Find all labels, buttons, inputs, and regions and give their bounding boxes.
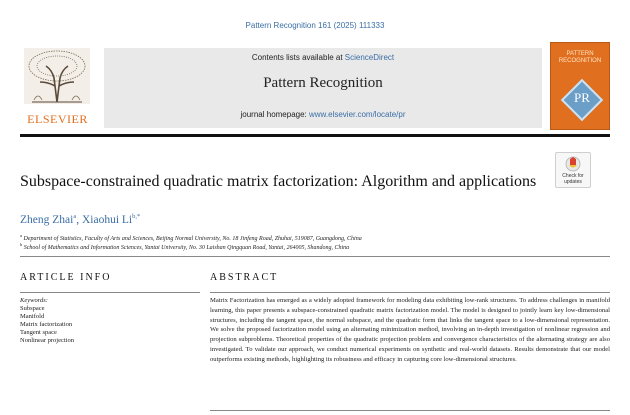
affiliation-marker: a xyxy=(20,233,22,238)
keyword-item: Manifold xyxy=(20,313,45,320)
check-updates-line2: updates xyxy=(564,178,582,185)
keyword-item: Subspace xyxy=(20,305,45,312)
journal-cover[interactable] xyxy=(550,42,610,130)
affiliation xyxy=(20,233,362,242)
affiliation-marker: b xyxy=(20,242,23,247)
contents-line xyxy=(104,53,542,62)
check-updates-icon xyxy=(565,156,581,172)
affiliation-text: Department of Statistics, Faculty of Arts and Sciences, Beijing Normal University, No. 18 Jinfeng Road, Zhuhai, 519087, Guangdong, China xyxy=(23,236,362,242)
title-block-divider xyxy=(20,256,610,257)
journal-header xyxy=(20,42,610,132)
cover-title: PATTERN RECOGNITION xyxy=(558,51,602,64)
homepage-line xyxy=(104,110,542,119)
cover-emblem-text: PR xyxy=(574,90,590,105)
author-separator: , xyxy=(76,213,82,226)
journal-homepage-link[interactable]: www.elsevier.com/locate/pr xyxy=(309,110,406,119)
keyword-item: Nonlinear projection xyxy=(20,337,74,344)
homepage-prefix: journal homepage: xyxy=(240,110,309,119)
author-list xyxy=(20,213,140,226)
abstract-divider xyxy=(210,292,610,293)
author-name[interactable]: Xiaohui Li xyxy=(81,213,133,226)
sciencedirect-link[interactable]: ScienceDirect xyxy=(344,53,395,62)
journal-reference[interactable]: Pattern Recognition 161 (2025) 111333 xyxy=(245,21,385,30)
abstract-body: Matrix Factorization has emerged as a widely adopted framework for modeling data exhibiting low-rank structures. To address challenges in manifold learning, this paper presents a subspace-constrained quadratic matrix factorization model. The model is designed to jointly learn key low-dimensional structures, including the tangent space, the normal subspace, and the quadratic form that links the tangent space to a low-dimensional representation. We solve the proposed factorization model using an alternating minimization method, involving an in-depth investigation of nonlinear regression and projection subproblems. Theoretical properties of the quadratic projection problem and convergence characteristics of the alternating strategy are also investigated. To validate our approach, we conduct numerical experiments on synthetic and real-world datasets. Results demonstrate that our model outperforms existing methods, highlighting its robustness and efficacy in capturing core low-dimensional structures. xyxy=(210,297,610,363)
contents-prefix: Contents lists available at xyxy=(251,53,345,62)
author-name[interactable]: Zheng Zhai xyxy=(20,213,74,226)
author-affiliation-marker: b,* xyxy=(132,213,141,220)
abstract-bottom-divider xyxy=(210,410,610,411)
affiliation-text: School of Mathematics and Information Sciences, Yantai University, No. 30 Laishan Qingquan Road, Yantai, 264005, Shandong, China xyxy=(23,245,350,251)
affiliation xyxy=(20,242,349,251)
abstract-heading: ABSTRACT xyxy=(210,272,279,283)
header-divider xyxy=(20,134,610,137)
check-for-updates-button[interactable] xyxy=(555,152,591,188)
keywords-block xyxy=(20,297,74,345)
article-info-heading: ARTICLE INFO xyxy=(20,272,112,283)
elsevier-wordmark: ELSEVIER xyxy=(27,112,88,126)
article-info-divider xyxy=(20,292,200,293)
keyword-item: Matrix factorization xyxy=(20,321,73,328)
elsevier-logo[interactable] xyxy=(20,42,95,130)
journal-title: Pattern Recognition xyxy=(263,75,383,91)
check-updates-label xyxy=(556,174,590,185)
check-updates-line1: Check for xyxy=(562,173,584,179)
keyword-item: Tangent space xyxy=(20,329,57,336)
elsevier-tree-icon xyxy=(24,48,90,104)
keywords-label: Keywords: xyxy=(20,297,48,304)
author-affiliation-marker: a xyxy=(73,213,77,220)
journal-info-box xyxy=(104,48,542,128)
article-title: Subspace-constrained quadratic matrix factorization: Algorithm and applications xyxy=(20,173,537,190)
